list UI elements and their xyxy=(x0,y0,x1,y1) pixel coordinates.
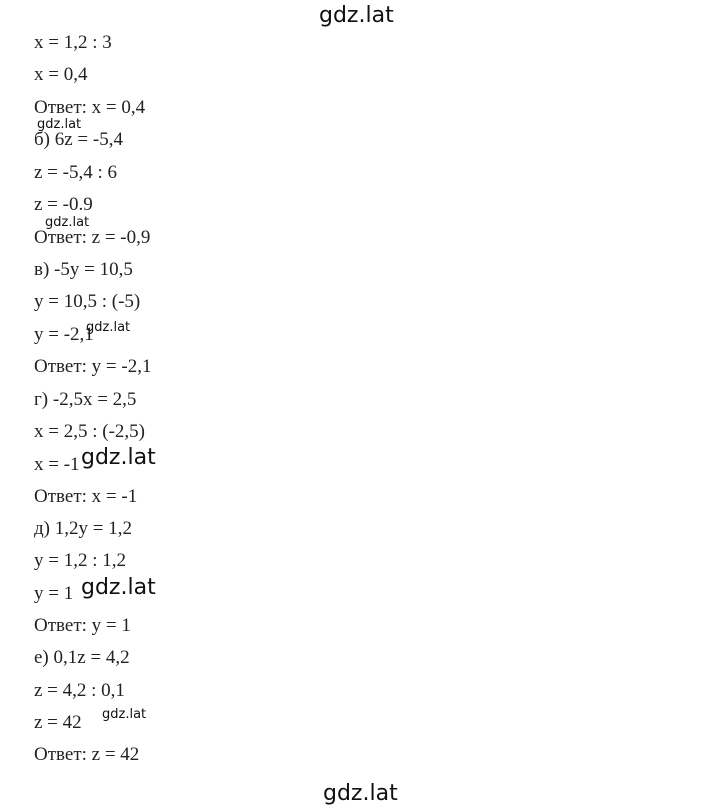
solution-line: z = -5,4 : 6 xyxy=(34,162,118,183)
watermark-bottom: gdz.lat xyxy=(323,781,398,806)
watermark: gdz.lat xyxy=(86,320,131,335)
task-line: д) 1,2y = 1,2 xyxy=(34,518,132,539)
solution-line: z = 42 xyxy=(34,712,82,733)
answer-line: Ответ: z = -0,9 xyxy=(34,227,151,248)
solution-line: x = 2,5 : (-2,5) xyxy=(34,421,145,442)
watermark: gdz.lat xyxy=(45,215,90,230)
task-line: в) -5y = 10,5 xyxy=(34,259,133,280)
solution-line: x = 0,4 xyxy=(34,64,88,85)
task-line: б) 6z = -5,4 xyxy=(34,129,123,150)
watermark: gdz.lat xyxy=(37,117,82,132)
solution-line: y = -2,1 xyxy=(34,324,94,345)
answer-line: Ответ: x = 0,4 xyxy=(34,97,146,118)
watermark: gdz.lat xyxy=(81,445,156,470)
watermark-top: gdz.lat xyxy=(319,3,394,28)
watermark: gdz.lat xyxy=(102,707,147,722)
answer-line: Ответ: y = 1 xyxy=(34,615,131,636)
task-line: г) -2,5x = 2,5 xyxy=(34,389,137,410)
solution-line: z = 4,2 : 0,1 xyxy=(34,680,125,701)
answer-line: Ответ: z = 42 xyxy=(34,744,140,765)
solution-line: z = -0.9 xyxy=(34,194,93,215)
solution-line: x = 1,2 : 3 xyxy=(34,32,112,53)
solution-line: y = 1,2 : 1,2 xyxy=(34,550,126,571)
solution-line: x = -1 xyxy=(34,454,80,475)
task-line: е) 0,1z = 4,2 xyxy=(34,647,130,668)
solution-line: y = 1 xyxy=(34,583,74,604)
answer-line: Ответ: y = -2,1 xyxy=(34,356,152,377)
watermark: gdz.lat xyxy=(81,575,156,600)
answer-line: Ответ: x = -1 xyxy=(34,486,138,507)
solution-line: y = 10,5 : (-5) xyxy=(34,291,141,312)
